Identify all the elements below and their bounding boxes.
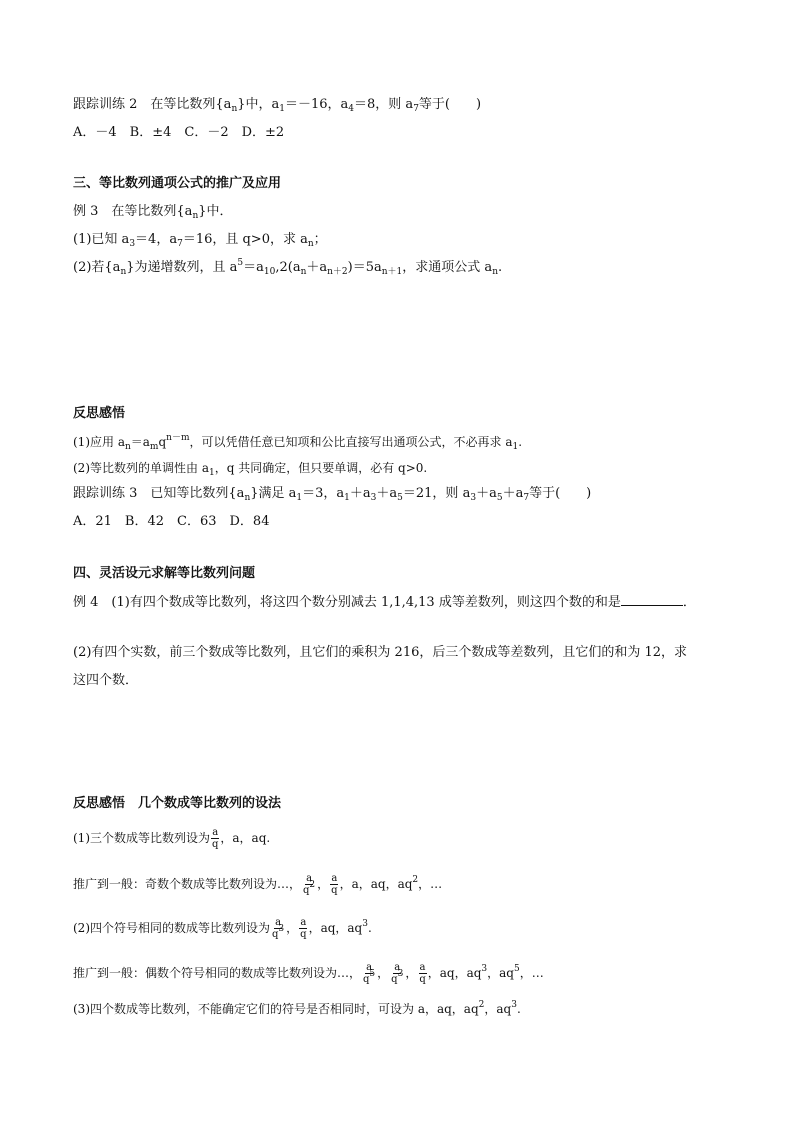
reflection-2-even-generalization: 推广到一般：偶数个符号相同的数成等比数列设为…， $\frac{a}{q^5}$ ， $\frac{a}{q^3}$ ， $\frac{a}{q}$ ，aq，$aq^3$，$aq^5$，… (73, 962, 544, 985)
reflection-2-item-1: (1)三个数成等比数列设为 $\frac{a}{q}$ ，a，aq. (73, 827, 271, 850)
fraction-a-over-q2: $\frac{a}{q^2}$ (303, 873, 316, 896)
practice-3-question: 跟踪训练 3 已知等比数列$\{a_n\}$满足 $a_1=3$，$a_1+a_3+a_5=21$，则 $a_3+a_5+a_7$等于( ) (73, 486, 592, 503)
fraction-a-over-q: $\frac{a}{q}$ (419, 962, 426, 985)
example-3-part-1: (1)已知 $a_3=4$，$a_7=16$，且 q>0，求 $a_n$； (73, 232, 327, 249)
practice-3-options: A．21 B．42 C．63 D．84 (73, 514, 270, 529)
section-4-heading: 四、灵活设元求解等比数列问题 (73, 566, 256, 581)
answer-blank[interactable] (621, 593, 683, 606)
reflection-1-item-2: (2)等比数列的单调性由 $a_1$，q 共同确定，但只要单调，必有 q>0. (73, 461, 428, 478)
fraction-a-over-q: $\frac{a}{q}$ (331, 873, 338, 896)
reflection-2-item-3: (3)四个数成等比数列，不能确定它们的符号是否相同时，可设为 a，aq，$aq^2$，$aq^3$. (73, 1000, 521, 1016)
fraction-a-over-q: $\frac{a}{q}$ (212, 827, 219, 850)
reflection-1-item-1: (1)应用 $a_n=a_mq^{n-m}$，可以凭借任意已知项和公比直接写出通项公式，不必再求 $a_1$. (73, 433, 523, 452)
fraction-a-over-q5: $\frac{a}{q^5}$ (363, 962, 376, 985)
practice-2-question: 跟踪训练 2 在等比数列$\{a_n\}$中，$a_1=-16$，$a_4=8$，则 $a_7$等于( ) (73, 97, 482, 114)
example-4-part-2-line-1: (2)有四个实数，前三个数成等比数列，且它们的乘积为 216，后三个数成等差数列，且它们的和为 12，求 (73, 645, 688, 660)
fraction-a-over-q3: $\frac{a}{q^3}$ (272, 917, 285, 940)
practice-2-options: A．－4 B．±4 C．－2 D．±2 (73, 125, 285, 140)
reflection-heading-1: 反思感悟 (73, 406, 126, 421)
section-3-heading: 三、等比数列通项公式的推广及应用 (73, 176, 282, 191)
example-3-title: 例 3 在等比数列$\{a_n\}$中． (73, 204, 233, 221)
reflection-heading-2: 反思感悟 几个数成等比数列的设法 (73, 796, 282, 811)
reflection-2-item-2: (2)四个符号相同的数成等比数列设为 $\frac{a}{q^3}$ ， $\frac{a}{q}$ ，aq，$aq^3$. (73, 917, 372, 940)
example-3-part-2: (2)若$\{a_n\}$为递增数列，且 $a^5=a_{10},2(a_n+a_{n+2})=5a_{n+1}$，求通项公式 $a_n$. (73, 258, 503, 277)
fraction-a-over-q3: $\frac{a}{q^3}$ (391, 962, 404, 985)
reflection-2-odd-generalization: 推广到一般：奇数个数成等比数列设为…， $\frac{a}{q^2}$ ， $\frac{a}{q}$ ，a，aq，$aq^2$，… (73, 873, 443, 896)
example-4-part-2-line-2: 这四个数． (73, 673, 139, 688)
example-4-part-1: 例 4 (1)有四个数成等比数列，将这四个数分别减去 1,1,4,13 成等差数列，则这四个数的和是 ． (73, 595, 696, 610)
fraction-a-over-q: $\frac{a}{q}$ (300, 917, 307, 940)
